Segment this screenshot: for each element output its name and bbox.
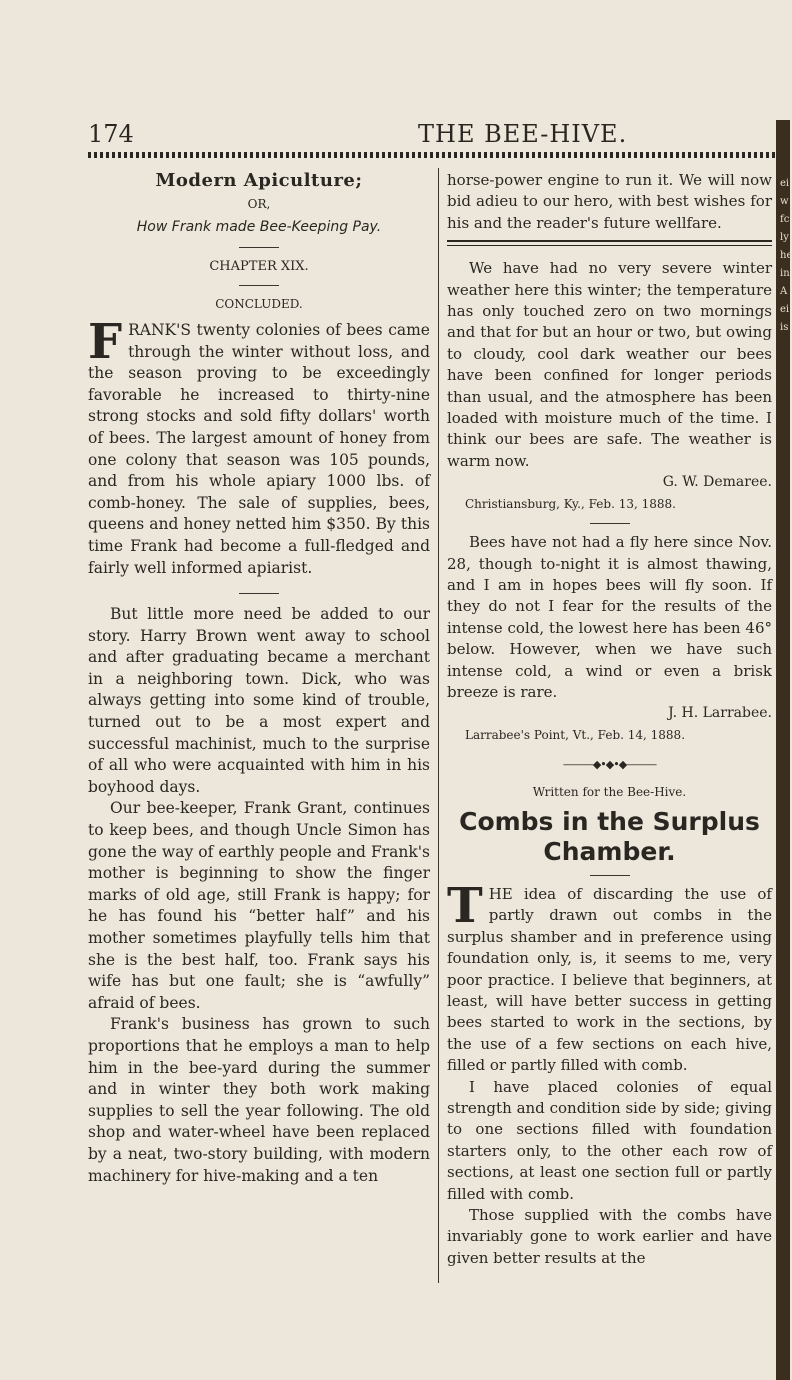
- letter-signature: J. H. Larrabee.: [668, 705, 772, 722]
- drop-cap: T: [447, 877, 483, 934]
- paragraph: F RANK'S twenty colonies of bees came through the winter without loss, and the season proving to be exceedingly favorable he increased to thirty-nine strong stocks and sold fifty dollars' worth of bees. The largest amount of honey from one colony that season was 105 pounds, and from his whole apiary 1000 lbs. of comb-honey. The sale of supplies, bees, queens and honey netted him $350. By this time Frank had become a full-fledged and fairly well informed apiarist.: [88, 313, 430, 577]
- page-header: [88, 120, 778, 150]
- or-text: OR,: [247, 196, 271, 211]
- paragraph: Those supplied with the combs have invariably gone to work earlier and have given better results at the: [447, 1206, 772, 1267]
- double-rule: [447, 240, 772, 246]
- short-rule: [590, 523, 630, 524]
- letter-signature: G. W. Demaree.: [662, 474, 772, 491]
- page-number: 174: [88, 120, 134, 148]
- drop-cap: F: [88, 313, 123, 370]
- adjacent-page-text: ei w fc ly he in A ei is: [780, 178, 792, 333]
- letter-place-date: Larrabee's Point, Vt., Feb. 14, 1888.: [465, 727, 686, 742]
- header-rule: [88, 152, 778, 158]
- paragraph: But little more need be added to our story. Harry Brown went away to school and after graduating became a merchant in a neighboring town. Dick, who was always getting into some kind of trouble, turned out to be a most expert and successful machinist, much to the surprise of all who were acquainted with him in his boyhood days.: [88, 605, 430, 796]
- paragraph: horse-power engine to run it. We will now bid adieu to our hero, with best wishes for his and the reader's future wellfare.: [447, 171, 772, 232]
- written-for-line: Written for the Bee-Hive.: [532, 784, 687, 799]
- paragraph: Frank's business has grown to such proportions that he employs a man to help him in the bee-yard during the summer and in winter they both work making supplies to sell the year following. The old shop and water-wheel have been replaced by a neat, two-story building, with modern machinery for hive-making and a ten: [88, 1015, 430, 1185]
- paragraph: T HE idea of discarding the use of partly drawn out combs in the surplus shamber and in preference using foundation only, is, it seems to me, very poor practice. I believe that beginners, at least, will have better success in getting bees started to work in the sections, by the use of a few sections on each hive, filled or partly filled with comb.: [447, 877, 772, 1075]
- column-divider: [438, 168, 439, 1283]
- section-title: Modern Apiculture;: [155, 170, 363, 191]
- short-rule: [239, 247, 279, 248]
- left-column: [88, 170, 430, 1187]
- paragraph: Our bee-keeper, Frank Grant, continues to keep bees, and though Uncle Simon has gone the way of earthly people and Frank's mother is beginning to show the finger marks of old age, still Frank is happy; for he has found his “better half” and his mother sometimes playfully tells him that she is the best half, too. Frank says his wife has but one fault; she is “awfully” afraid of bees.: [88, 799, 430, 1012]
- story-subtitle: How Frank made Bee-Keeping Pay.: [136, 219, 382, 236]
- paragraph: I have placed colonies of equal strength and condition side by side; giving to one sections filled with foundation starters only, to the other each row of sections, at least one section full or partly filled with comb.: [447, 1077, 772, 1203]
- concluded-label: CONCLUDED.: [215, 297, 303, 312]
- letter-place-date: Christiansburg, Ky., Feb. 13, 1888.: [465, 496, 676, 511]
- article-heading: Combs in the Surplus Chamber.: [459, 806, 760, 866]
- short-rule: [239, 285, 279, 286]
- chapter-heading: CHAPTER XIX.: [209, 258, 309, 274]
- short-rule: [590, 875, 630, 876]
- right-column: [447, 170, 772, 1269]
- ornament-divider-icon: ———◆•◆•◆———: [562, 758, 657, 772]
- short-rule: [239, 593, 279, 594]
- letter-body: Bees have not had a fly here since Nov. 28, though to-night it is almost thawing, and I am in hopes bees will fly soon. If they do not I fear for the results of the intense cold, the lowest here has been 46° below. However, when we have such intense cold, a wind or even a brisk breeze is rare.: [447, 533, 772, 701]
- letter-body: We have had no very severe winter weather here this winter; the temperature has only touched zero on two mornings and that for but an hour or two, but owing to cloudy, cool dark weather our bees have been confined for longer periods than usual, and the atmosphere has been loaded with moisture much of the time. I think our bees are safe. The weather is warm now.: [447, 259, 772, 470]
- journal-title: THE BEE-HIVE.: [418, 120, 628, 148]
